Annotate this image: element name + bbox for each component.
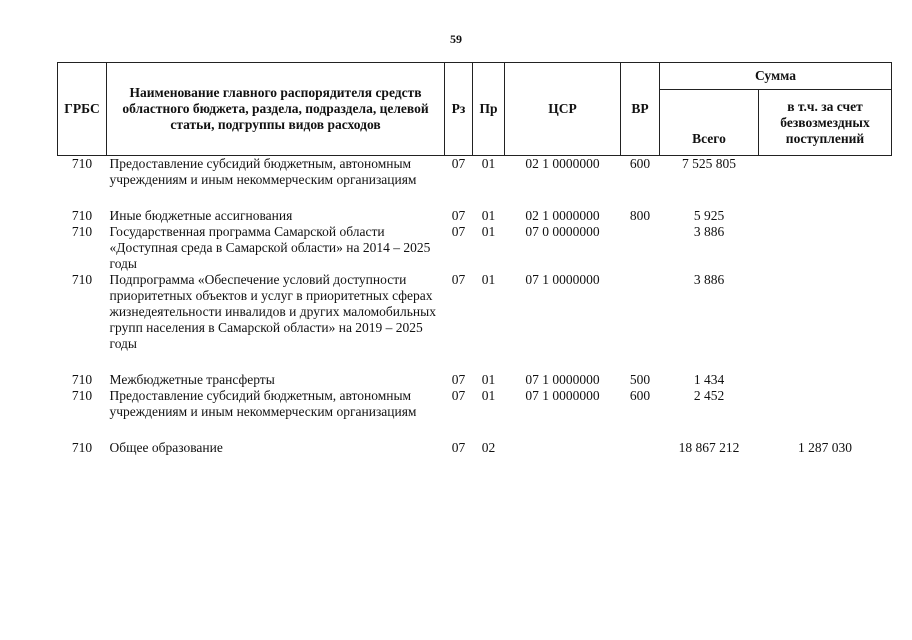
cell-total: 5 925 — [693, 208, 725, 223]
cell-gratuitous — [759, 156, 892, 189]
cell-csr: 07 1 0000000 — [525, 388, 600, 403]
row-spacer — [58, 352, 892, 372]
table-row — [58, 156, 892, 189]
cell-csr — [505, 440, 621, 456]
cell-name: Межбюджетные трансферты — [109, 372, 275, 387]
cell-grbs: 710 — [71, 372, 93, 387]
cell-vr — [621, 440, 660, 456]
table-row — [58, 208, 892, 224]
cell-gratuitous — [759, 372, 892, 388]
cell-csr: 02 1 0000000 — [525, 156, 600, 171]
page-number: 59 — [450, 32, 462, 46]
header-csr: ЦСР — [505, 63, 621, 156]
cell-rz: 07 — [451, 388, 466, 403]
spacer-cell — [58, 420, 892, 440]
cell-total: 7 525 805 — [682, 156, 736, 171]
header-grbs: ГРБС — [58, 63, 107, 156]
cell-gratuitous — [759, 272, 892, 352]
row-spacer — [58, 420, 892, 440]
cell-total: 3 886 — [693, 272, 725, 287]
cell-pr: 02 — [481, 440, 496, 455]
cell-rz: 07 — [451, 156, 466, 171]
cell-vr: 800 — [629, 208, 651, 223]
cell-grbs: 710 — [71, 388, 93, 403]
cell-vr — [621, 272, 660, 352]
cell-name: Общее образование — [109, 440, 223, 455]
cell-vr: 500 — [629, 372, 651, 387]
cell-total: 2 452 — [693, 388, 725, 403]
cell-rz: 07 — [451, 372, 466, 387]
cell-total: 3 886 — [693, 224, 725, 239]
cell-pr: 01 — [481, 388, 496, 403]
header-name: Наименование главного распорядителя средств областного бюджета, раздела, подраздела, целевой статьи, подгруппы видов расходов — [107, 63, 445, 156]
cell-vr — [621, 224, 660, 272]
cell-grbs: 710 — [71, 208, 93, 223]
cell-csr: 07 0 0000000 — [525, 224, 600, 239]
cell-total: 1 434 — [693, 372, 725, 387]
table-row — [58, 224, 892, 272]
cell-grbs: 710 — [71, 156, 93, 171]
cell-name: Иные бюджетные ассигнования — [109, 208, 293, 223]
cell-name: Подпрограмма «Обеспечение условий доступности приоритетных объектов и услуг в приоритетных сферах жизнедеятельности инвалидов и других маломобильных групп населения в Самарской области» на 2019 – 2025 годы — [109, 272, 436, 351]
header-row-1 — [58, 63, 892, 90]
spacer-cell — [58, 188, 892, 208]
cell-pr: 01 — [481, 372, 496, 387]
cell-gratuitous — [759, 224, 892, 272]
budget-table — [57, 62, 892, 456]
cell-gratuitous — [759, 388, 892, 420]
header-pr: Пр — [473, 63, 505, 156]
cell-gratuitous: 1 287 030 — [798, 440, 852, 455]
cell-pr: 01 — [481, 224, 496, 239]
cell-grbs: 710 — [71, 440, 93, 455]
cell-csr: 02 1 0000000 — [525, 208, 600, 223]
cell-name: Предоставление субсидий бюджетным, автономным учреждениям и иным некоммерческим организациям — [109, 388, 417, 419]
cell-grbs: 710 — [71, 272, 93, 287]
cell-name: Предоставление субсидий бюджетным, автономным учреждениям и иным некоммерческим организациям — [109, 156, 417, 187]
cell-grbs: 710 — [71, 224, 93, 239]
table-row — [58, 440, 892, 456]
header-gratuitous: в т.ч. за счет безвозмездных поступлений — [759, 90, 892, 156]
cell-vr: 600 — [629, 388, 651, 403]
table-row — [58, 388, 892, 420]
cell-rz: 07 — [451, 208, 466, 223]
cell-name: Государственная программа Самарской области «Доступная среда в Самарской области» на 2014 – 2025 годы — [109, 224, 431, 271]
cell-gratuitous — [759, 208, 892, 224]
cell-csr: 07 1 0000000 — [525, 372, 600, 387]
spacer-cell — [58, 352, 892, 372]
cell-vr: 600 — [629, 156, 651, 171]
cell-pr: 01 — [481, 208, 496, 223]
cell-pr: 01 — [481, 272, 496, 287]
cell-total: 18 867 212 — [678, 440, 740, 455]
table-body — [58, 156, 892, 457]
table-row — [58, 372, 892, 388]
header-rz: Рз — [445, 63, 473, 156]
cell-rz: 07 — [451, 272, 466, 287]
cell-rz: 07 — [451, 440, 466, 455]
table-row — [58, 272, 892, 352]
cell-rz: 07 — [451, 224, 466, 239]
cell-csr: 07 1 0000000 — [525, 272, 600, 287]
header-total: Всего — [660, 90, 759, 156]
row-spacer — [58, 188, 892, 208]
cell-pr: 01 — [481, 156, 496, 171]
header-vr: ВР — [621, 63, 660, 156]
header-sum: Сумма — [660, 63, 892, 90]
